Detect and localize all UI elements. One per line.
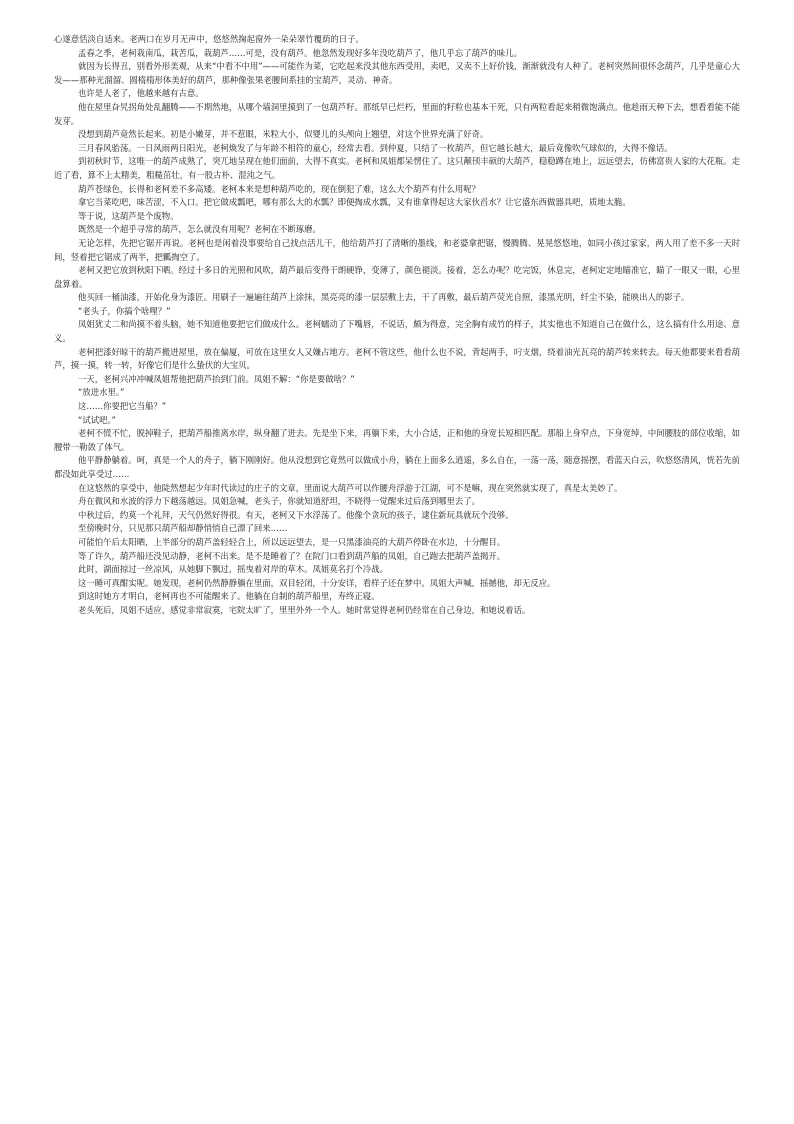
paragraph: 这……你要把它当船？” (78, 401, 167, 412)
paragraph: 既然是一个超乎寻常的葫芦，怎么就没有用呢？老柯在不断琢磨。 (78, 224, 321, 235)
paragraph: 三月春风骀荡。一日风雨两日阳光，老柯焕发了与年龄不相符的童心，经常去看。到仲夏，只结了一枚葫芦，但它越长越大，最后竟像吹气球似的，大得不像话。 (78, 142, 673, 153)
paragraph: 老头死后，凤姐不适应，感觉非常寂寞，宅院太旷了，里里外外一个人。她时常觉得老柯仍经常在自己身边，和她说着话。 (78, 604, 531, 615)
paragraph: 等了许久，葫芦船还没见动静，老柯不出来。是不是睡着了？在院门口看到葫芦船的凤姐，自己跑去把葫芦盖揭开。 (78, 550, 506, 561)
paragraph: 他买回一桶油漆，开始化身为漆匠。用刷子一遍遍往葫芦上涂抹，黑亮亮的漆一层层敷上去，干了再敷，最后葫芦荧光自照，漆黑光明，纤尘不染，能映出人的影子。 (78, 292, 690, 303)
paragraph: 就因为长得丑，别看外形美观，从来“中看不中用”——可能作为菜，它吃起来没其他东西受用，卖吧，又卖不上好价钱，渐渐就没有人种了。老柯突然间很怀念葫芦，几乎是童心大发——那种光溜溜、圆楕楕形体美好的葫芦，那种像张果老腰间系挂的宝葫芦，灵动、神奇。 (54, 61, 740, 85)
paragraph: 拿它当菜吃吧，味苦涩，不入口。把它做成瓢吧，哪有那么大的水瓢？即便掏成水瓢，又有谁拿得起这大家伙舀水？让它盛东西做器具吧，质地太脆。 (78, 197, 631, 208)
paragraph: 等于说，这葫芦是个废物。 (78, 210, 179, 221)
paragraph: 凤姐犹丈二和尚摸不着头脑，她不知道他要把它们做成什么。老柯蠕动了下嘴唇，不说话，颇为得意，完全胸有成竹的样子，其实他也不知道自己在做什么，这么搞有什么用途、意义。 (54, 319, 740, 344)
paragraph: 老柯又把它放到秋阳下晒。经过十多日的光照和风吹，葫芦最后变得干朗硬铮，变薄了，颜色褪淡。接着，怎么办呢？吃完饭，休息完，老柯定定地瞄准它，瞄了一眼又一眼，心里盘算着。 (54, 265, 740, 289)
paragraph: 可能怕午后太阳晒，上半部分的葫芦盖轻轻合上，所以远远望去，是一只黑漆油亮的大葫芦停卧在水边，十分醒目。 (78, 536, 506, 547)
paragraph: 到初秋时节，这唯一的葫芦成熟了，突兀地呈现在他们面前，大得不真实。老柯和凤姐都呆愣住了。这只颟顸丰硕的大葫芦，稳稳蹲在地上，远远望去，仿佛富贵人家的大花瓶。走近了看，算不上太精美，粗糙茁壮，有一股古朴、混沌之气。 (54, 156, 740, 180)
paragraph: 一天，老柯兴冲冲喊凤姐帮他把葫芦抬到门前。凤姐不解：“你是要做啥？” (78, 373, 355, 384)
paragraph: 没想到葫芦竟然长起来。初是小嫩芽，并不惹眼，米粒大小，似婴儿的头颅向上翘望，对这个世界充满了好奇。 (78, 129, 489, 140)
paragraph: 此时，湖面掠过一丝凉风，从她脚下飘过，摇曳着对岸的草木。凤姐莫名打个冷战。 (78, 564, 388, 575)
paragraph: 心遂意恬淡自适来。老两口在岁月无声中，悠悠然掬起窗外一朵朵翠竹覆荫的日子。 (54, 34, 364, 44)
paragraph: 他在屋里旮旯拐角处乱翻腾——不期然地，从哪个墙洞里摸到了一包葫芦籽。那纸早已烂朽，里面的籽粒也基本干死，只有两粒看起来稍微饱满点。他趁雨天种下去，想看看能不能发芽。 (54, 101, 740, 126)
paragraph: 至傍晚时分，只见那只葫芦船却静悄悄自己漂了回来…… (78, 523, 288, 534)
paragraph: 无论怎样，先把它锯开再说。老柯也是闲着没事要给自己找点活儿干，他给葫芦打了清晰的墨线，和老婆拿把锯，慢腾腾、晃晃悠悠地，如同小孩过家家，两人用了差不多一天时间，竖着把它锯成了两半，把瓤掏空了。 (54, 237, 740, 262)
paragraph: 舟在微风和水波的浮力下越荡越远。凤姐急喊，老头子，你就知道舒坦，不晓得一觉醒来过后荡到哪里去了。 (78, 496, 480, 507)
paragraph: 在这悠然的享受中，他陡然想起少年时代读过的庄子的文章，里面说大葫芦可以作腰舟浮游于江湖，可不是嘛，现在突然就实现了，真是太美妙了。 (78, 482, 623, 493)
paragraph: 葫芦苍绿色，长得和老柯差不多高矮。老柯本来是想种葫芦吃的，现在倒犯了难，这么大个葫芦有什么用呢？ (78, 183, 480, 194)
paragraph: 这一睡可真酣实呢。她发现，老柯仍然静静躺在里面，双目轻闭，十分安详，看样子还在梦中。凤姐大声喊，摇撼他，却无反应。 (78, 577, 556, 588)
paragraph: “放进水里。” (78, 387, 125, 398)
paragraph: 孟春之季，老柯栽南瓜，栽苦瓜，栽葫芦……可是，没有葫芦。他忽然发现好多年没吃葫芦了，他几乎忘了葫芦的味儿。 (78, 47, 522, 58)
paragraph: “老头子，你搞个啥哩？” (78, 305, 171, 316)
paragraph: 老柯把漆好晾干的葫芦搬进屋里，放在偏厦，可放在这里女人又嫌占地方。老柯不管这些，他什么也不说，背起两手，叼支烟，绕着油光瓦亮的葫芦转来转去。每天他都要来看看葫芦，摸一摸，转一转，好像它们是什么蛰伏的大宝贝。 (54, 346, 740, 371)
paragraph: 也许是人老了，他越来越有古意。 (78, 88, 204, 99)
paragraph: 到这时她方才明白，老柯再也不可能醒来了。他躺在自制的葫芦船里，寿终正寝。 (78, 591, 380, 602)
paragraph: 他平静静躺着。呵，真是一个人的舟子，躺下刚刚好。他从没想到它竟然可以做成小舟，躺在上面多么逍遥，多么自在，一荡一荡，随意摇摆，看蓝天白云，吹悠悠清风，恍若先前都没如此享受过…… (54, 455, 740, 479)
paragraph: 老柯不慌不忙，脱掉鞋子，把葫芦船推离水岸，纵身翻了进去。先是坐下来，再躺下来，大小合适，正和他的身宽长短相匹配。那船上身窄点，下身宽绰，中间腰肢的部位收缩，如腰带一勒敛了体气。 (54, 428, 740, 452)
paragraph: 中秋过后，约莫一个礼拜，天气仍然好得很。有天，老柯又下水浮荡了。他像个贪玩的孩子，逮住新玩具就玩个没够。 (78, 509, 514, 520)
paragraph: “试试吧。” (78, 414, 116, 425)
